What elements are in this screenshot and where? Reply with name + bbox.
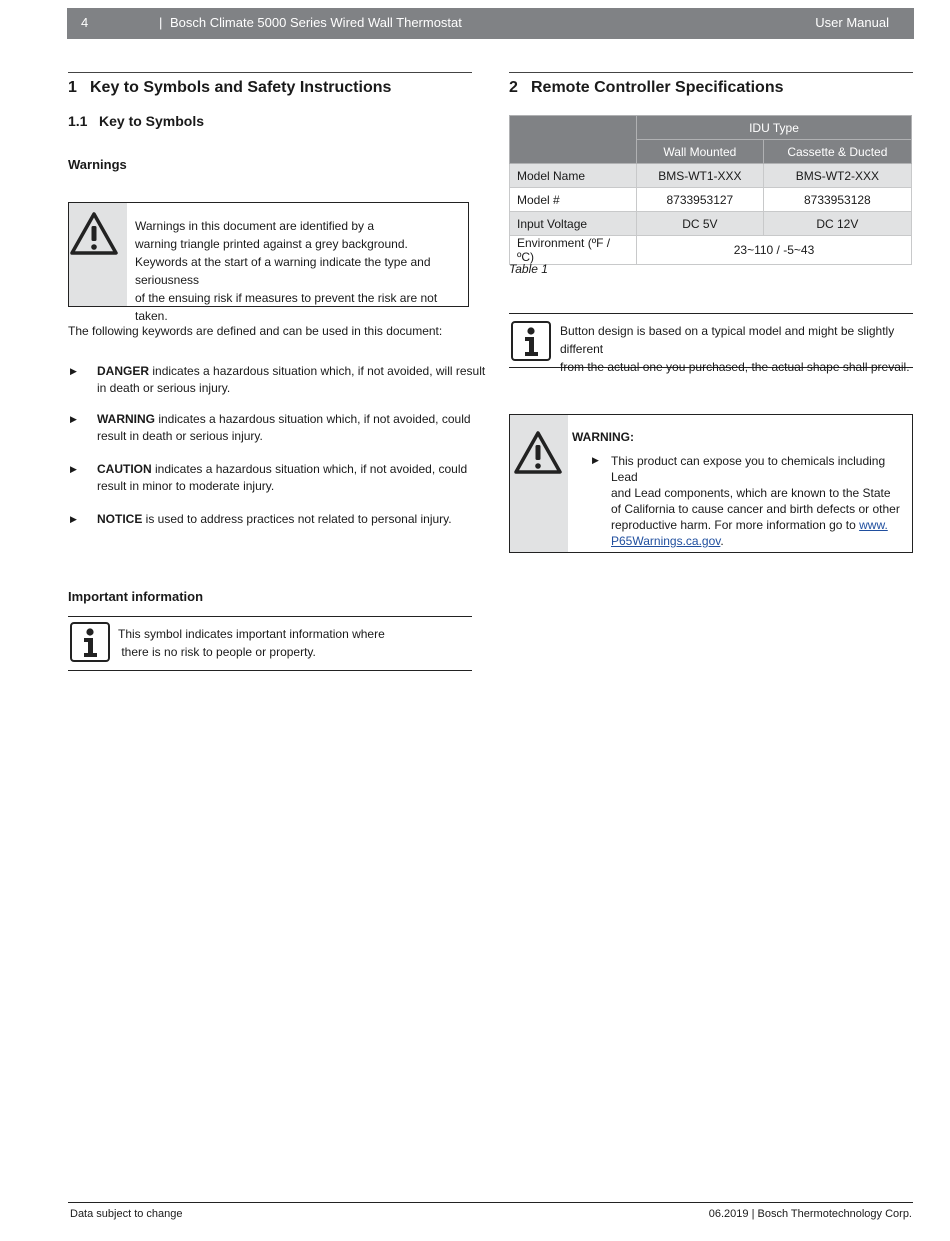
footer-left: Data subject to change xyxy=(70,1208,183,1220)
section1-number: 1 xyxy=(68,79,77,96)
bullet-arrow-icon: ▶ xyxy=(70,366,77,376)
table-row xyxy=(510,236,912,265)
keyword-desc-line1: indicates a hazardous situation which, if not avoided, will result xyxy=(149,364,486,378)
important-info-text xyxy=(118,625,385,661)
table-row-label: Environment (ºF / ºC) xyxy=(510,236,637,265)
bullet-arrow-icon: ▶ xyxy=(70,514,77,524)
prop65-warning-box xyxy=(509,414,913,553)
list-item-caution xyxy=(70,461,487,495)
bullet-arrow-icon: ▶ xyxy=(70,414,77,424)
warning-explanation-box xyxy=(68,202,469,323)
table-row xyxy=(510,212,912,236)
page-number: 4 xyxy=(81,15,89,30)
note-text xyxy=(560,322,912,376)
keyword-desc-line2: result in death or serious injury. xyxy=(97,429,263,443)
bullet-arrow-icon: ▶ xyxy=(592,455,599,465)
p65-link-part2[interactable]: P65Warnings.ca.gov xyxy=(611,534,721,548)
table-cell: BMS-WT1-XXX xyxy=(637,164,764,188)
important-info-line: This symbol indicates important information where xyxy=(118,627,385,641)
page-header xyxy=(67,8,914,39)
warning-label: WARNING: xyxy=(572,430,634,444)
important-info-heading: Important information xyxy=(68,589,204,604)
warning-box-line: Keywords at the start of a warning indicate the type and seriousness xyxy=(135,255,431,287)
table-row xyxy=(510,188,912,212)
document-type: User Manual xyxy=(815,15,889,30)
warning-box-line: warning triangle printed against a grey background. xyxy=(135,237,408,251)
table-cell: 8733953127 xyxy=(637,188,764,212)
table-cell-merged: 23~110 / -5~43 xyxy=(637,236,912,265)
warning-text xyxy=(611,453,911,549)
p65-link-part1[interactable]: www. xyxy=(859,518,888,532)
keyword-desc-line1: indicates a hazardous situation which, if not avoided, could xyxy=(155,412,471,426)
warnings-heading: Warnings xyxy=(68,157,127,172)
info-icon xyxy=(511,321,551,361)
keyword-label: CAUTION xyxy=(97,462,152,476)
table-corner-cell xyxy=(510,116,637,164)
warning-text-line: reproductive harm. For more information go to xyxy=(611,518,860,532)
keyword-label: DANGER xyxy=(97,364,150,378)
table-row-label: Model # xyxy=(510,188,637,212)
footer-right: 06.2019 | Bosch Thermotechnology Corp. xyxy=(708,1208,912,1220)
note-line: from the actual one you purchased, the actual shape shall prevail. xyxy=(560,360,910,374)
section1-rule xyxy=(68,72,472,73)
list-item-warning xyxy=(70,411,487,445)
keyword-desc-line2: in death or serious injury. xyxy=(97,381,231,395)
specifications-table xyxy=(509,115,912,265)
bullet-arrow-icon: ▶ xyxy=(70,464,77,474)
keyword-desc-line1: indicates a hazardous situation which, if not avoided, could xyxy=(151,462,468,476)
section2-number: 2 xyxy=(509,79,518,96)
list-item-danger xyxy=(70,363,487,397)
warning-box-line: of the ensuing risk if measures to prevent the risk are not taken. xyxy=(135,291,438,323)
table-group-header: IDU Type xyxy=(637,116,912,140)
document-title: Bosch Climate 5000 Series Wired Wall Thermostat xyxy=(170,15,462,30)
table-row xyxy=(510,164,912,188)
subsection-title: Key to Symbols xyxy=(99,113,205,129)
warning-box-line: Warnings in this document are identified by a xyxy=(135,219,375,233)
section2-heading xyxy=(509,79,784,97)
table-caption: Table 1 xyxy=(509,262,548,276)
table-row-label: Input Voltage xyxy=(510,212,637,236)
important-info-box xyxy=(68,616,472,671)
table-cell: BMS-WT2-XXX xyxy=(763,164,911,188)
section1-heading xyxy=(68,79,391,97)
section1-title: Key to Symbols and Safety Instructions xyxy=(90,79,392,96)
warning-text-line: This product can expose you to chemicals including Lead xyxy=(611,454,886,484)
keyword-label: NOTICE xyxy=(97,512,143,526)
subsection-number: 1.1 xyxy=(68,113,88,129)
keyword-desc-line2: result in minor to moderate injury. xyxy=(97,479,275,493)
keyword-desc-line1: is used to address practices not related to personal injury. xyxy=(142,512,452,526)
list-item-notice xyxy=(70,511,487,528)
table-row-label: Model Name xyxy=(510,164,637,188)
subsection-heading xyxy=(68,113,204,129)
link-suffix: . xyxy=(720,534,724,548)
info-icon xyxy=(70,622,110,662)
warning-box-grey-band xyxy=(69,203,127,306)
keywords-intro: The following keywords are defined and can be used in this document: xyxy=(68,324,443,338)
table-col-header: Cassette & Ducted xyxy=(763,140,911,164)
warning-triangle-icon xyxy=(514,429,562,477)
warning-text-line: and Lead components, which are known to the State xyxy=(611,486,891,500)
warning-text-line: of California to cause cancer and birth defects or other xyxy=(611,502,900,516)
table-cell: 8733953128 xyxy=(763,188,911,212)
important-info-line: there is no risk to people or property. xyxy=(118,645,316,659)
footer-rule xyxy=(68,1202,913,1203)
table-cell: DC 12V xyxy=(763,212,911,236)
note-line: Button design is based on a typical model and might be slightly different xyxy=(560,324,895,356)
warning-triangle-icon xyxy=(70,210,118,258)
header-separator: | xyxy=(159,15,163,30)
table-cell: DC 5V xyxy=(637,212,764,236)
note-box xyxy=(509,313,913,374)
section2-title: Remote Controller Specifications xyxy=(531,79,784,96)
table-col-header: Wall Mounted xyxy=(637,140,764,164)
warning-box-text xyxy=(135,217,467,325)
keyword-label: WARNING xyxy=(97,412,155,426)
section2-rule xyxy=(509,72,913,73)
warning-box-grey-band xyxy=(510,415,568,552)
